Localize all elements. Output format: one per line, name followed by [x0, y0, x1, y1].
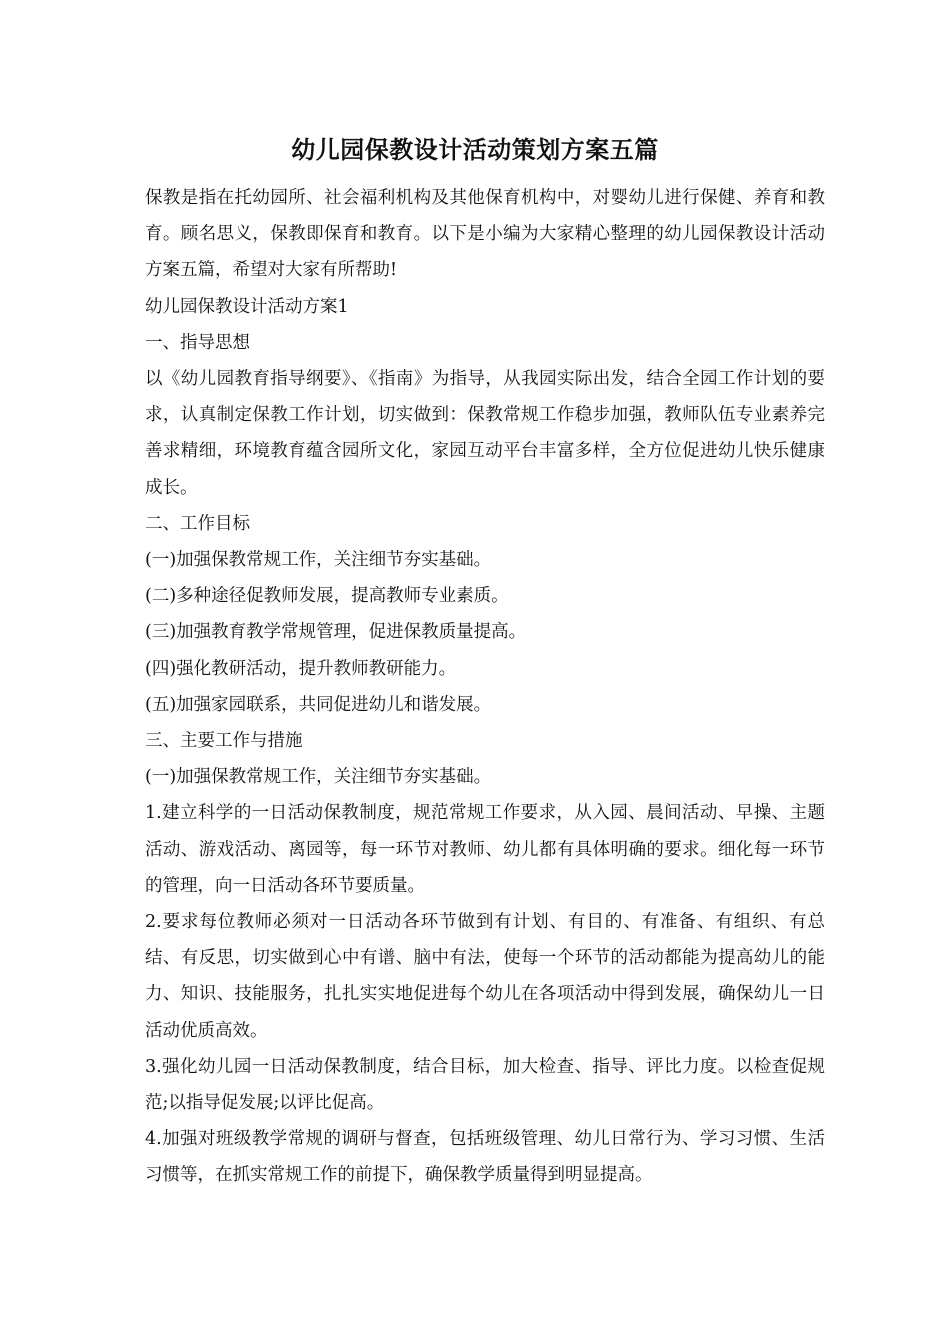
numbered-paragraph: 2.要求每位教师必须对一日活动各环节做到有计划、有目的、有准备、有组织、有总结、有反思，切实做到心中有谱、脑中有法，使每一个环节的活动都能为提高幼儿的能力、知识、技能服务，扎扎实实地促进每个幼儿在各项活动中得到发展，确保幼儿一日活动优质高效。	[145, 912, 825, 1041]
list-item: (一)加强保教常规工作，关注细节夯实基础。	[145, 767, 492, 788]
list-item: (四)强化教研活动，提升教师教研能力。	[145, 658, 457, 679]
document-title: 幼儿园保教设计活动策划方案五篇	[291, 135, 659, 164]
list-item: (一)加强保教常规工作，关注细节夯实基础。	[145, 550, 492, 571]
numbered-paragraph: 4.加强对班级教学常规的调研与督查，包括班级管理、幼儿日常行为、学习习惯、生活习惯等，在抓实常规工作的前提下，确保教学质量得到明显提高。	[145, 1129, 825, 1186]
subsection-heading: 一、指导思想	[145, 332, 250, 353]
list-item: (三)加强教育教学常规管理，促进保教质量提高。	[145, 622, 527, 643]
section-heading: 幼儿园保教设计活动方案1	[145, 296, 349, 317]
document-body	[145, 180, 825, 1194]
numbered-paragraph: 1.建立科学的一日活动保教制度，规范常规工作要求，从入园、晨间活动、早操、主题活动、游戏活动、离园等，每一环节对教师、幼儿都有具体明确的要求。细化每一环节的管理，向一日活动各环节要质量。	[145, 803, 825, 896]
list-item: (五)加强家园联系，共同促进幼儿和谐发展。	[145, 694, 492, 715]
paragraph: 以《幼儿园教育指导纲要》、《指南》为指导，从我园实际出发，结合全园工作计划的要求，认真制定保教工作计划，切实做到：保教常规工作稳步加强，教师队伍专业素养完善求精细，环境教育蕴含园所文化，家园互动平台丰富多样，全方位促进幼儿快乐健康成长。	[145, 369, 825, 498]
numbered-paragraph: 3.强化幼儿园一日活动保教制度，结合目标，加大检查、指导、评比力度。以检查促规范;以指导促发展;以评比促高。	[145, 1056, 825, 1114]
intro-paragraph: 保教是指在托幼园所、社会福利机构及其他保育机构中，对婴幼儿进行保健、养育和教育。顾名思义，保教即保育和教育。以下是小编为大家精心整理的幼儿园保教设计活动方案五篇，希望对大家有所帮助!	[145, 188, 825, 281]
subsection-heading: 二、工作目标	[145, 513, 250, 534]
subsection-heading: 三、主要工作与措施	[145, 731, 303, 752]
list-item: (二)多种途径促教师发展，提高教师专业素质。	[145, 586, 509, 607]
